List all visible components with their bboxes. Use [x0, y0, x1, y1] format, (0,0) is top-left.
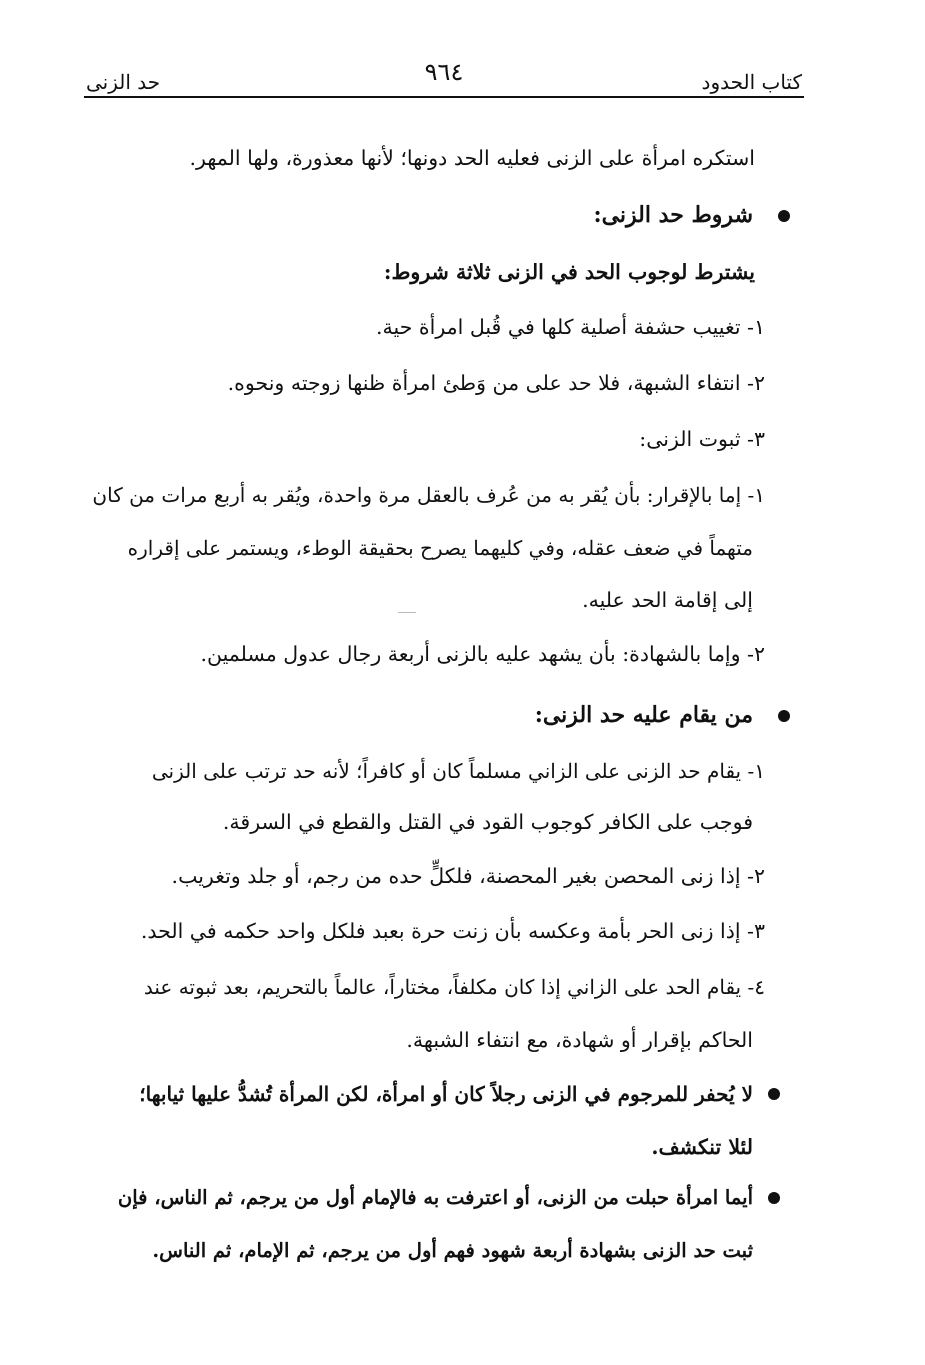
list-item: ٣- ثبوت الزنى: [639, 427, 765, 451]
bullet-icon [778, 210, 790, 222]
list-item: ٢- إذا زنى المحصن بغير المحصنة، فلكلٍّ حده من رجم، أو جلد وتغريب. [171, 864, 765, 888]
text-line: إلى إقامة الحد عليه. [582, 588, 753, 612]
text-line: لئلا تنكشف. [651, 1135, 753, 1159]
text-line: يشترط لوجوب الحد في الزنى ثلاثة شروط: [383, 260, 755, 284]
text-line: متهماً في ضعف عقله، وفي كليهما يصرح بحقيقة الوطء، ويستمر على إقراره [127, 536, 753, 560]
page-number: ٩٦٤ [424, 58, 464, 86]
list-item: ٢- وإما بالشهادة: بأن يشهد عليه بالزنى أربعة رجال عدول مسلمين. [200, 642, 765, 666]
bullet-icon [768, 1088, 780, 1100]
header-rule [84, 96, 804, 98]
scan-mark [398, 612, 416, 613]
section-heading: شروط حد الزنى: [593, 202, 753, 228]
book-title: كتاب الحدود [701, 70, 802, 94]
page-header [86, 58, 802, 98]
list-item: ٢- انتفاء الشبهة، فلا حد على من وَطئ امرأة ظنها زوجته ونحوه. [227, 371, 765, 395]
list-item: ١- إما بالإقرار: بأن يُقر به من عُرف بالعقل مرة واحدة، ويُقر به أربع مرات من كان [92, 483, 765, 507]
list-item: ٤- يقام الحد على الزاني إذا كان مكلفاً، مختاراً، عالماً بالتحريم، بعد ثبوته عند [143, 975, 765, 999]
text-line: أيما امرأة حبلت من الزنى، أو اعترفت به فالإمام أول من يرجم، ثم الناس، فإن [117, 1186, 753, 1209]
text-line: استكره امرأة على الزنى فعليه الحد دونها؛ لأنها معذورة، ولها المهر. [189, 146, 755, 170]
section-heading: من يقام عليه حد الزنى: [534, 702, 753, 728]
text-line: فوجب على الكافر كوجوب القود في القتل والقطع في السرقة. [222, 810, 753, 834]
bullet-icon [768, 1192, 780, 1204]
text-line: لا يُحفر للمرجوم في الزنى رجلاً كان أو امرأة، لكن المرأة تُشدُّ عليها ثيابها؛ [139, 1082, 753, 1106]
list-item: ٣- إذا زنى الحر بأمة وعكسه بأن زنت حرة بعبد فلكل واحد حكمه في الحد. [140, 919, 765, 943]
text-line: ثبت حد الزنى بشهادة أربعة شهود فهم أول من يرجم، ثم الإمام، ثم الناس. [152, 1239, 753, 1262]
bullet-icon [778, 710, 790, 722]
text-line: الحاكم بإقرار أو شهادة، مع انتفاء الشبهة. [406, 1028, 753, 1052]
chapter-title: حد الزنى [86, 70, 161, 94]
list-item: ١- تغييب حشفة أصلية كلها في قُبل امرأة حية. [376, 315, 765, 339]
list-item: ١- يقام حد الزنى على الزاني مسلماً كان أو كافراً؛ لأنه حد ترتب على الزنى [151, 759, 765, 783]
